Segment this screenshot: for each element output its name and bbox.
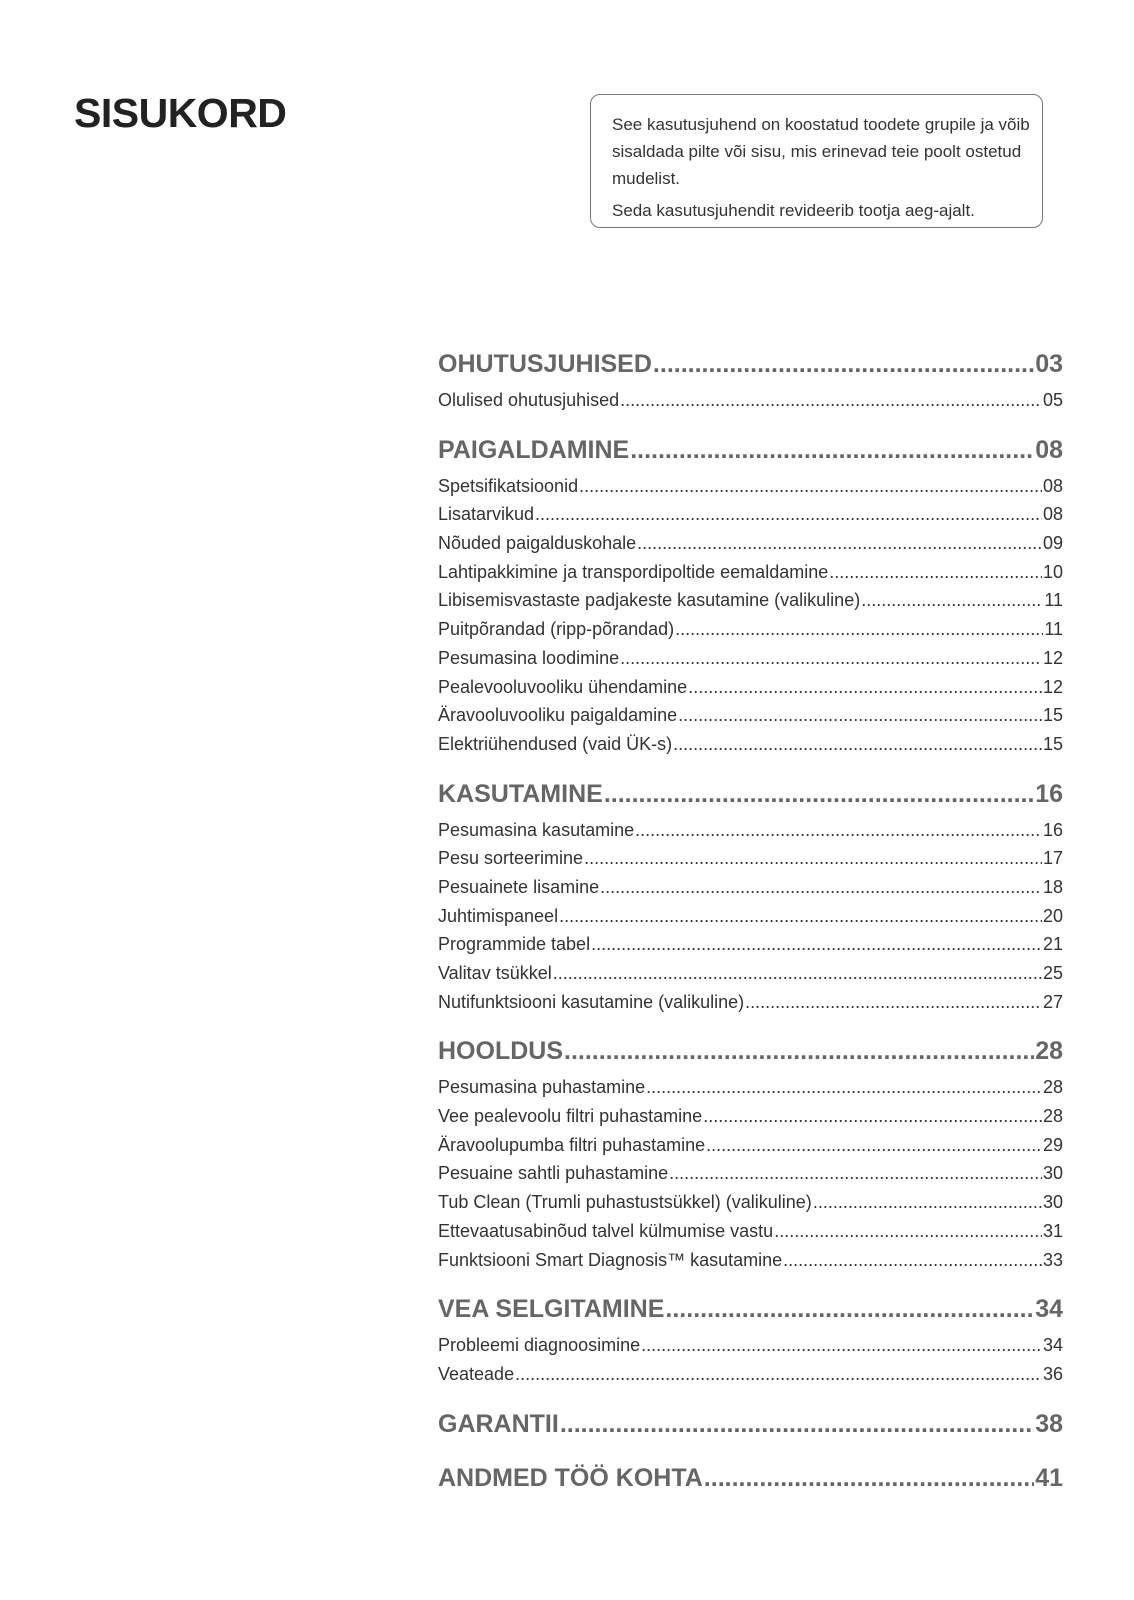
toc-entry-page: 16 (1042, 819, 1063, 840)
dot-leader (665, 1291, 1034, 1327)
toc-entry-label: Libisemisvastaste padjakeste kasutamine (valikuline) (438, 590, 861, 611)
dot-leader (813, 1188, 1042, 1217)
toc-entry-page: 36 (1042, 1363, 1063, 1384)
toc-entry-page: 34 (1042, 1335, 1063, 1356)
toc-entry (438, 1131, 1063, 1160)
dot-leader (774, 1217, 1042, 1246)
table-of-contents (438, 346, 1063, 1513)
toc-heading-page: 34 (1035, 1295, 1063, 1324)
toc-entry-page: 15 (1042, 733, 1063, 754)
toc-entry (438, 988, 1063, 1017)
toc-entry-label: Ettevaatusabinõud talvel külmumise vastu (438, 1220, 774, 1241)
toc-entry-page: 27 (1042, 991, 1063, 1012)
toc-entry-label: Nutifunktsiooni kasutamine (valikuline) (438, 991, 745, 1012)
toc-entry (438, 930, 1063, 959)
toc-entry-label: Pesumasina loodimine (438, 647, 620, 668)
toc-entry (438, 472, 1063, 501)
toc-entry-label: Tub Clean (Trumli puhastustsükkel) (valikuline) (438, 1192, 812, 1213)
toc-entry (438, 586, 1063, 615)
toc-entry-page: 28 (1042, 1077, 1063, 1098)
note-text: See kasutusjuhend on koostatud toodete grupile ja võib sisaldada pilte või sisu, mis erinevad teie poolt ostetud mudelist. (612, 115, 1030, 188)
toc-entry (438, 1188, 1063, 1217)
toc-entry-label: Funktsiooni Smart Diagnosis™ kasutamine (438, 1249, 783, 1270)
toc-section (438, 432, 1063, 759)
toc-entry-label: Äravoolupumba filtri puhastamine (438, 1134, 706, 1155)
toc-entry-page: 05 (1042, 390, 1063, 410)
dot-leader (579, 472, 1042, 501)
toc-heading (438, 1033, 1063, 1069)
dot-leader (704, 1460, 1034, 1496)
toc-entry (438, 1331, 1063, 1360)
dot-leader (783, 1246, 1042, 1275)
dot-leader (584, 844, 1042, 873)
dot-leader (688, 673, 1042, 702)
toc-heading (438, 1406, 1063, 1442)
toc-heading (438, 346, 1063, 382)
toc-entry-page: 31 (1042, 1220, 1063, 1241)
toc-section (438, 346, 1063, 415)
toc-entry-label: Probleemi diagnoosimine (438, 1335, 641, 1356)
toc-entry-label: Pesu sorteerimine (438, 848, 584, 869)
toc-heading-page: 28 (1035, 1037, 1063, 1066)
toc-heading-title: VEA SELGITAMINE (438, 1295, 665, 1324)
toc-entry-page: 29 (1042, 1134, 1063, 1155)
toc-section (438, 776, 1063, 1017)
dot-leader (630, 432, 1034, 468)
toc-entry-page: 15 (1042, 705, 1063, 726)
dot-leader (600, 873, 1042, 902)
toc-entry-label: Lahtipakkimine ja transpordipoltide eemaldamine (438, 561, 829, 582)
dot-leader (703, 1102, 1042, 1131)
toc-heading-title: OHUTUSJUHISED (438, 350, 652, 378)
toc-entry-page: 21 (1042, 934, 1063, 955)
toc-heading-page: 16 (1035, 779, 1063, 808)
toc-entry-page: 28 (1042, 1106, 1063, 1127)
toc-section (438, 1460, 1063, 1496)
dot-leader (591, 930, 1042, 959)
dot-leader (745, 988, 1042, 1017)
dot-leader (535, 500, 1042, 529)
toc-entry-page: 33 (1042, 1249, 1063, 1270)
toc-entry (438, 730, 1063, 759)
toc-entry (438, 701, 1063, 730)
toc-entry-page: 30 (1042, 1163, 1063, 1184)
toc-entry (438, 873, 1063, 902)
toc-heading-page: 38 (1035, 1409, 1063, 1438)
dot-leader (641, 1331, 1042, 1360)
dot-leader (673, 730, 1042, 759)
toc-entry-page: 11 (1044, 590, 1063, 611)
dot-leader (515, 1360, 1042, 1389)
dot-leader (564, 1033, 1034, 1069)
toc-heading-title: GARANTII (438, 1409, 559, 1438)
toc-entry (438, 529, 1063, 558)
toc-entry-page: 10 (1042, 561, 1063, 582)
toc-entry-page: 12 (1042, 647, 1063, 668)
toc-entry-label: Pesumasina kasutamine (438, 819, 635, 840)
toc-heading-page: 08 (1035, 435, 1063, 464)
toc-entry-page: 12 (1042, 676, 1063, 697)
toc-entry-page: 18 (1042, 876, 1063, 897)
toc-heading (438, 1291, 1063, 1327)
toc-heading-title: ANDMED TÖÖ KOHTA (438, 1463, 703, 1492)
toc-heading-page: 03 (1035, 350, 1063, 378)
toc-entry-label: Äravooluvooliku paigaldamine (438, 705, 678, 726)
toc-entry-page: 09 (1042, 533, 1063, 554)
toc-entry-label: Pesuainete lisamine (438, 876, 600, 897)
toc-heading-title: PAIGALDAMINE (438, 435, 630, 464)
toc-entry-label: Programmide tabel (438, 934, 591, 955)
toc-section (438, 1291, 1063, 1388)
toc-entry-label: Pesuaine sahtli puhastamine (438, 1163, 669, 1184)
toc-heading-page: 41 (1035, 1463, 1063, 1492)
dot-leader (560, 1406, 1034, 1442)
dot-leader (675, 615, 1043, 644)
toc-section (438, 1033, 1063, 1274)
dot-leader (620, 386, 1042, 415)
toc-entry (438, 1360, 1063, 1389)
page-title: SISUKORD (74, 90, 287, 136)
dot-leader (669, 1159, 1042, 1188)
disclaimer-note (590, 94, 1043, 228)
toc-heading (438, 432, 1063, 468)
toc-entry (438, 386, 1063, 415)
toc-entry-label: Spetsifikatsioonid (438, 475, 579, 496)
toc-entry (438, 959, 1063, 988)
toc-section (438, 1406, 1063, 1442)
toc-heading-title: KASUTAMINE (438, 779, 603, 808)
toc-entry-label: Veateade (438, 1363, 515, 1384)
toc-entry (438, 902, 1063, 931)
toc-entry (438, 1102, 1063, 1131)
toc-entry-label: Pealevooluvooliku ühendamine (438, 676, 688, 697)
toc-entry-page: 25 (1042, 963, 1063, 983)
toc-entry (438, 844, 1063, 873)
dot-leader (620, 644, 1042, 673)
toc-entry-page: 17 (1042, 848, 1063, 869)
toc-entry-label: Vee pealevoolu filtri puhastamine (438, 1106, 703, 1127)
dot-leader (653, 346, 1034, 382)
toc-entry (438, 816, 1063, 845)
dot-leader (559, 902, 1042, 931)
toc-entry (438, 615, 1063, 644)
dot-leader (646, 1073, 1042, 1102)
toc-entry (438, 500, 1063, 529)
toc-entry-page: 30 (1042, 1192, 1063, 1213)
toc-heading (438, 1460, 1063, 1496)
toc-entry-label: Juhtimispaneel (438, 905, 559, 926)
toc-entry (438, 1073, 1063, 1102)
toc-entry-page: 11 (1044, 619, 1063, 640)
toc-heading-title: HOOLDUS (438, 1037, 563, 1066)
toc-entry (438, 1159, 1063, 1188)
toc-entry-label: Pesumasina puhastamine (438, 1077, 646, 1098)
dot-leader (635, 816, 1042, 845)
toc-entry-page: 08 (1042, 475, 1063, 496)
toc-entry-label: Nõuded paigalduskohale (438, 533, 637, 554)
note-text: Seda kasutusjuhendit revideerib tootja aeg-ajalt. (612, 201, 975, 220)
dot-leader (706, 1131, 1042, 1160)
dot-leader (861, 586, 1043, 615)
dot-leader (553, 959, 1042, 988)
toc-entry (438, 644, 1063, 673)
toc-entry-label: Olulised ohutusjuhised (438, 390, 620, 410)
dot-leader (637, 529, 1042, 558)
toc-entry-label: Lisatarvikud (438, 504, 535, 525)
dot-leader (604, 776, 1034, 812)
toc-entry-page: 20 (1042, 905, 1063, 926)
toc-entry-label: Puitpõrandad (ripp-põrandad) (438, 619, 675, 640)
dot-leader (829, 558, 1042, 587)
toc-entry-page: 08 (1042, 504, 1063, 525)
toc-entry-label: Elektriühendused (vaid ÜK-s) (438, 733, 673, 754)
toc-entry (438, 558, 1063, 587)
toc-heading (438, 776, 1063, 812)
toc-entry (438, 1246, 1063, 1275)
toc-entry-label: Valitav tsükkel (438, 963, 552, 983)
toc-entry (438, 673, 1063, 702)
toc-entry (438, 1217, 1063, 1246)
dot-leader (678, 701, 1042, 730)
